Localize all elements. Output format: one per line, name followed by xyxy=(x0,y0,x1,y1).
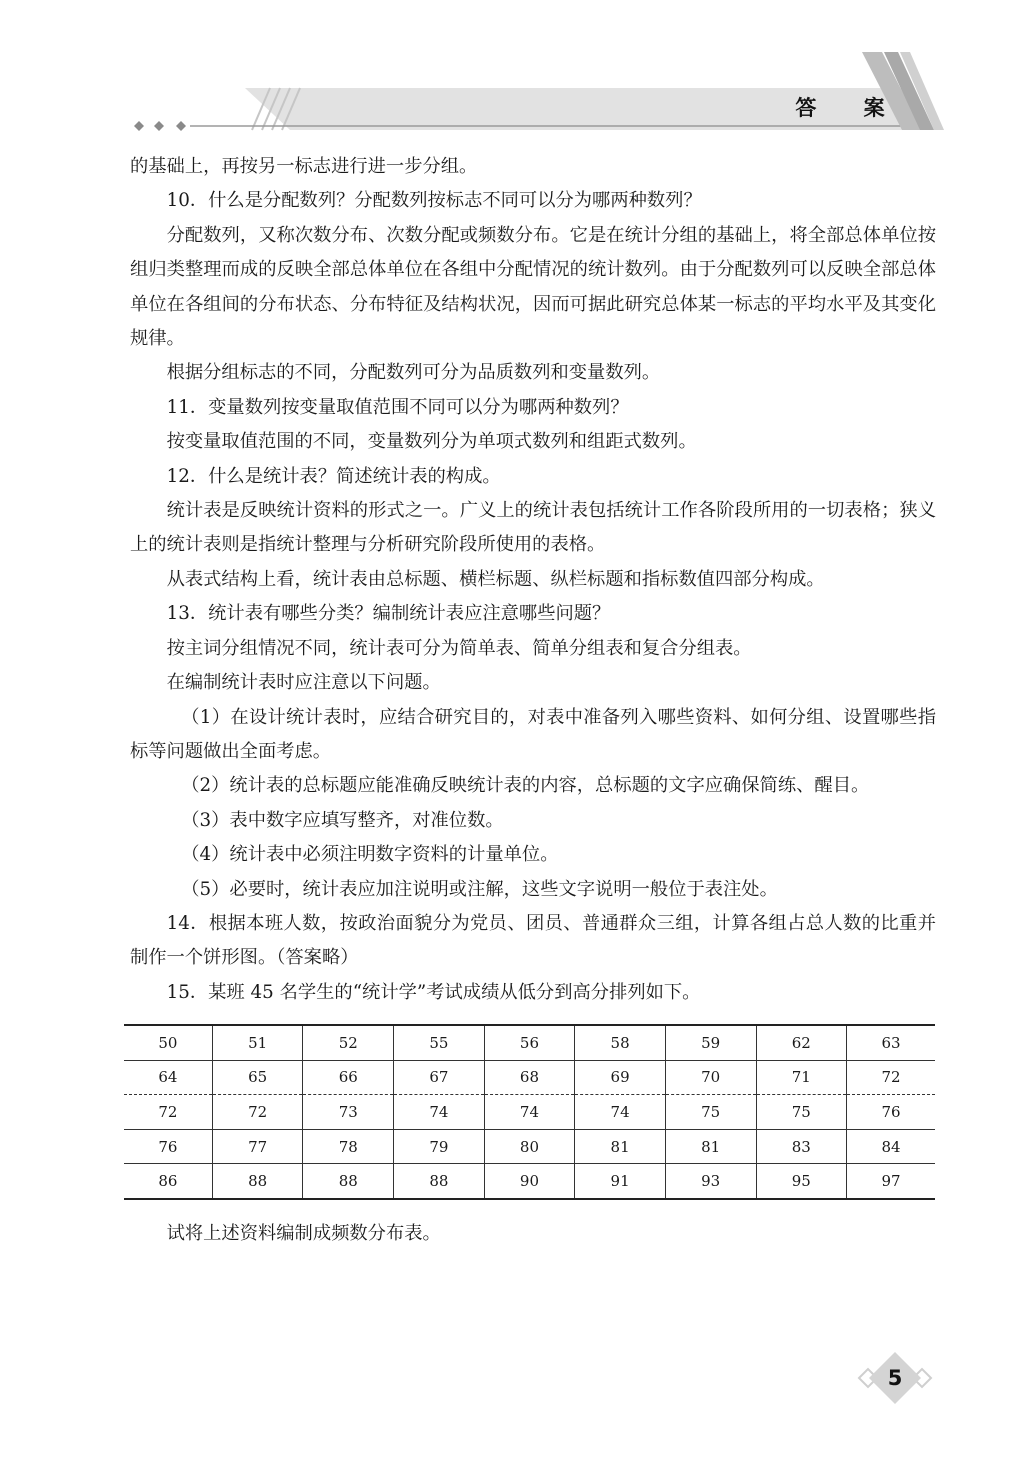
table-cell: 81 xyxy=(575,1129,666,1164)
table-row xyxy=(124,1060,935,1095)
table-cell: 72 xyxy=(124,1095,212,1130)
table-cell: 93 xyxy=(665,1164,756,1199)
table-cell: 76 xyxy=(124,1129,212,1164)
table-row xyxy=(124,1025,935,1060)
answer-paragraph: 从表式结构上看，统计表由总标题、横栏标题、纵栏标题和指标数值四部分构成。 xyxy=(166,568,825,590)
paragraph: 的基础上，再按另一标志进行进一步分组。 xyxy=(130,156,478,177)
table-cell: 63 xyxy=(847,1025,935,1060)
table-cell: 52 xyxy=(303,1025,394,1060)
table-cell: 88 xyxy=(212,1164,303,1199)
table-cell: 73 xyxy=(303,1095,394,1130)
answer-paragraph: 按主词分组情况不同，统计表可分为简单表、简单分组表和复合分组表。 xyxy=(166,637,752,659)
answer-paragraph: 分配数列，又称次数分布、次数分配或频数分布。它是在统计分组的基础上，将全部总体单位按组归类整理而成的反映全部总体单位在各组中分配情况的统计数列。由于分配数列可以反映全部总体单位在各组间的分布状态、分布特征及结构状况，因而可据此研究总体某一标志的平均水平及其变化规律。 xyxy=(130,224,936,350)
question-15: 15．某班 45 名学生的“统计学”考试成绩从低分到高分排列如下。 xyxy=(166,981,701,1003)
table-cell: 77 xyxy=(212,1129,303,1164)
question-12: 12．什么是统计表？简述统计表的构成。 xyxy=(166,465,501,487)
table-row xyxy=(124,1095,935,1130)
table-followup: 试将上述资料编制成频数分布表。 xyxy=(166,1223,441,1244)
body-text xyxy=(130,150,936,1010)
question-10: 10．什么是分配数列？分配数列按标志不同可以分为哪两种数列？ xyxy=(166,190,702,212)
table-cell: 75 xyxy=(665,1095,756,1130)
header-diamonds xyxy=(134,121,186,131)
table-cell: 79 xyxy=(394,1129,485,1164)
table-cell: 83 xyxy=(756,1129,847,1164)
table-cell: 81 xyxy=(665,1129,756,1164)
table-cell: 62 xyxy=(756,1025,847,1060)
table-cell: 64 xyxy=(124,1060,212,1095)
table-cell: 76 xyxy=(847,1095,935,1130)
table-cell: 65 xyxy=(212,1060,303,1095)
question-11: 11．变量数列按变量取值范围不同可以分为哪两种数列？ xyxy=(166,396,629,418)
table-cell: 75 xyxy=(756,1095,847,1130)
table-cell: 80 xyxy=(484,1129,575,1164)
table-cell: 51 xyxy=(212,1025,303,1060)
page-header xyxy=(0,0,1033,150)
table-cell: 74 xyxy=(394,1095,485,1130)
header-decoration xyxy=(0,0,1033,150)
table-cell: 55 xyxy=(394,1025,485,1060)
answer-paragraph: 统计表是反映统计资料的形式之一。广义上的统计表包括统计工作各阶段所用的一切表格；狭义上的统计表则是指统计整理与分析研究阶段所使用的表格。 xyxy=(130,500,936,556)
score-table-body xyxy=(124,1025,935,1199)
score-table xyxy=(124,1024,935,1200)
list-item: （5）必要时，统计表应加注说明或注解，这些文字说明一般位于表注处。 xyxy=(181,878,778,900)
table-cell: 66 xyxy=(303,1060,394,1095)
answer-paragraph: 按变量取值范围的不同，变量数列分为单项式数列和组距式数列。 xyxy=(166,431,697,453)
table-cell: 91 xyxy=(575,1164,666,1199)
table-cell: 74 xyxy=(484,1095,575,1130)
table-cell: 56 xyxy=(484,1025,575,1060)
list-item: （3）表中数字应填写整齐，对准位数。 xyxy=(181,809,504,831)
table-cell: 88 xyxy=(303,1164,394,1199)
answer-paragraph: 在编制统计表时应注意以下问题。 xyxy=(166,672,441,694)
table-cell: 67 xyxy=(394,1060,485,1095)
table-cell: 68 xyxy=(484,1060,575,1095)
table-row xyxy=(124,1129,935,1164)
table-cell: 78 xyxy=(303,1129,394,1164)
table-cell: 70 xyxy=(665,1060,756,1095)
table-cell: 88 xyxy=(394,1164,485,1199)
header-title: 答 案 xyxy=(795,96,905,120)
table-cell: 72 xyxy=(847,1060,935,1095)
table-cell: 72 xyxy=(212,1095,303,1130)
page-number: 5 xyxy=(887,1366,903,1390)
table-row xyxy=(124,1164,935,1199)
table-cell: 69 xyxy=(575,1060,666,1095)
table-cell: 97 xyxy=(847,1164,935,1199)
table-cell: 95 xyxy=(756,1164,847,1199)
table-cell: 74 xyxy=(575,1095,666,1130)
list-item: （1）在设计统计表时，应结合研究目的，对表中准备列入哪些资料、如何分组、设置哪些指标等问题做出全面考虑。 xyxy=(130,706,936,762)
table-cell: 90 xyxy=(484,1164,575,1199)
table-cell: 84 xyxy=(847,1129,935,1164)
question-14: 14．根据本班人数，按政治面貌分为党员、团员、普通群众三组，计算各组占总人数的比重并制作一个饼形图。（答案略） xyxy=(130,912,936,969)
table-cell: 50 xyxy=(124,1025,212,1060)
list-item: （4）统计表中必须注明数字资料的计量单位。 xyxy=(181,844,559,866)
list-item: （2）统计表的总标题应能准确反映统计表的内容，总标题的文字应确保简练、醒目。 xyxy=(181,775,870,797)
answer-paragraph: 根据分组标志的不同，分配数列可分为品质数列和变量数列。 xyxy=(166,362,661,384)
table-cell: 58 xyxy=(575,1025,666,1060)
table-cell: 86 xyxy=(124,1164,212,1199)
table-cell: 59 xyxy=(665,1025,756,1060)
table-cell: 71 xyxy=(756,1060,847,1095)
question-13: 13．统计表有哪些分类？编制统计表应注意哪些问题？ xyxy=(166,603,611,625)
